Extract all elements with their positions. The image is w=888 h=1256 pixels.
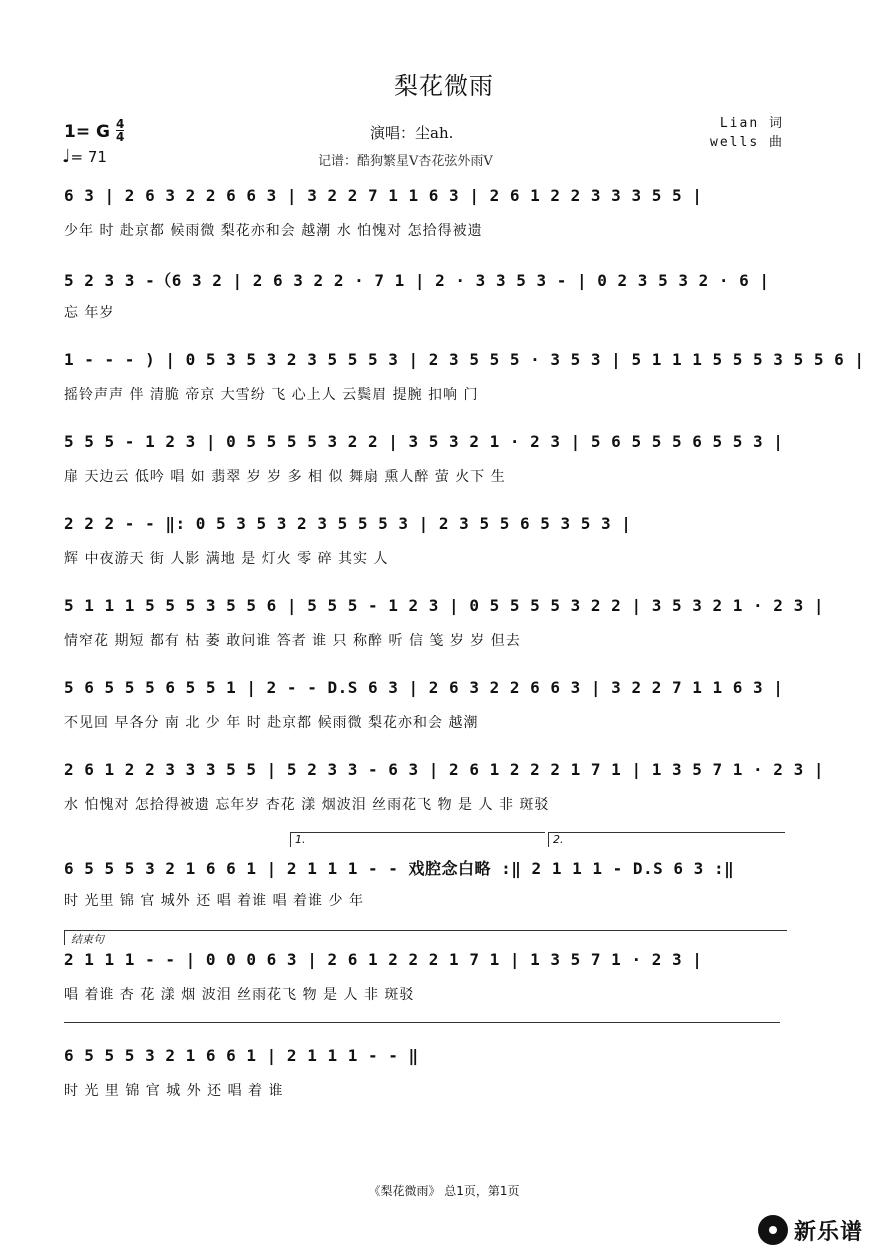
score-row-7 xyxy=(64,678,784,738)
record-disc-icon xyxy=(758,1215,788,1245)
melody-line: 2 1 1 1 - - | 0 0 0 6 3 | 2 6 1 2 2 2 1 7 1 | 1 3 5 7 1 · 2 3 | xyxy=(64,950,703,969)
score-row-11 xyxy=(64,1046,784,1106)
lyric-line: 情窄花 期短 都有 枯 萎 敢问谁 答者 谁 只 称醉 听 信 笺 岁 岁 但去 xyxy=(64,633,521,649)
lyric-line: 扉 天边云 低吟 唱 如 翡翠 岁 岁 多 相 似 舞扇 熏人醉 萤 火下 生 xyxy=(64,469,506,485)
tempo-mark xyxy=(62,146,107,167)
section-rule xyxy=(64,1022,780,1023)
melody-line: 5 6 5 5 5 6 5 5 1 | 2 - - D.S 6 3 | 2 6 3 2 2 6 6 3 | 3 2 2 7 1 1 6 3 | xyxy=(64,678,784,697)
melody-line: 1 - - - ) | 0 5 3 5 3 2 3 5 5 5 3 | 2 3 5 5 5 · 3 5 3 | 5 1 1 1 5 5 5 3 5 5 6 | xyxy=(64,350,865,369)
ending-section-label: 结束句 xyxy=(64,930,787,945)
time-bottom: 4 xyxy=(116,130,125,144)
key-signature: 1= G xyxy=(64,122,110,142)
site-logo xyxy=(758,1212,880,1248)
volta-second-ending: 2. xyxy=(548,832,785,847)
lyric-line: 忘 年岁 xyxy=(64,305,115,321)
melody-line: 6 5 5 5 3 2 1 6 6 1 | 2 1 1 1 - - 戏腔念白略 :‖ 2 1 1 1 - D.S 6 3 :‖ xyxy=(64,859,735,878)
score-row-1 xyxy=(64,186,784,246)
melody-line: 6 3 | 2 6 3 2 2 6 6 3 | 3 2 2 7 1 1 6 3 | 2 6 1 2 2 3 3 3 5 5 | xyxy=(64,186,703,205)
page-footer: 《梨花微雨》 总1页，第1页 xyxy=(368,1184,520,1198)
transcriber-credit: 记谱：酷狗繁星V杏花弦外雨V xyxy=(318,154,493,169)
time-top: 4 xyxy=(116,117,125,131)
lyric-line: 摇铃声声 伴 清脆 帝京 大雪纷 飞 心上人 云鬓眉 提腕 扣响 门 xyxy=(64,387,479,403)
author-credits xyxy=(710,114,784,152)
score-row-2 xyxy=(64,268,784,328)
singer-credit: 演唱：尘ah. xyxy=(370,124,454,142)
score-row-4 xyxy=(64,432,784,492)
melody-line: 5 2 3 3 -（6 3 2 | 2 6 3 2 2 · 7 1 | 2 · 3 3 5 3 - | 0 2 3 5 3 2 · 6 | xyxy=(64,271,770,290)
tempo-value: = 71 xyxy=(70,148,107,166)
lyric-line: 不见回 早各分 南 北 少 年 时 赴京都 候雨微 梨花亦和会 越潮 xyxy=(64,715,479,731)
score-row-3 xyxy=(64,350,865,410)
lyric-line: 少年 时 赴京都 候雨微 梨花亦和会 越潮 水 怕愧对 怎拾得被遗 xyxy=(64,223,483,239)
score-row-9 xyxy=(64,856,784,916)
score-row-5 xyxy=(64,514,784,574)
melody-line: 2 6 1 2 2 3 3 3 5 5 | 5 2 3 3 - 6 3 | 2 6 1 2 2 2 1 7 1 | 1 3 5 7 1 · 2 3 | xyxy=(64,760,824,779)
time-signature xyxy=(116,118,124,143)
lyric-line: 时 光里 锦 官 城外 还 唱 着谁 唱 着谁 少 年 xyxy=(64,893,364,909)
melody-line: 5 5 5 - 1 2 3 | 0 5 5 5 5 3 2 2 | 3 5 3 2 1 · 2 3 | 5 6 5 5 5 6 5 5 3 | xyxy=(64,432,784,451)
song-title: 梨花微雨 xyxy=(394,72,494,100)
lyricist-credit: Lian 词 xyxy=(719,116,784,131)
score-row-8 xyxy=(64,760,824,820)
lyric-line: 水 怕愧对 怎拾得被遗 忘年岁 杏花 漾 烟波泪 丝雨花飞 物 是 人 非 斑驳 xyxy=(64,797,550,813)
melody-line: 5 1 1 1 5 5 5 3 5 5 6 | 5 5 5 - 1 2 3 | 0 5 5 5 5 3 2 2 | 3 5 3 2 1 · 2 3 | xyxy=(64,596,824,615)
lyric-line: 辉 中夜游天 街 人影 满地 是 灯火 零 碎 其实 人 xyxy=(64,551,389,567)
score-row-6 xyxy=(64,596,824,656)
volta-first-ending: 1. xyxy=(290,832,545,847)
lyric-line: 唱 着谁 杏 花 漾 烟 波泪 丝雨花飞 物 是 人 非 斑驳 xyxy=(64,987,415,1003)
melody-line: 6 5 5 5 3 2 1 6 6 1 | 2 1 1 1 - - ‖ xyxy=(64,1046,419,1065)
lyric-line: 时 光 里 锦 官 城 外 还 唱 着 谁 xyxy=(64,1083,284,1099)
melody-line: 2 2 2 - - ‖: 0 5 3 5 3 2 3 5 5 5 3 | 2 3 5 5 6 5 3 5 3 | xyxy=(64,514,632,533)
composer-credit: wells 曲 xyxy=(710,135,784,150)
logo-text: 新乐谱 xyxy=(794,1219,864,1245)
score-row-10 xyxy=(64,950,784,1010)
quarter-note-icon: ♩ xyxy=(62,146,71,167)
